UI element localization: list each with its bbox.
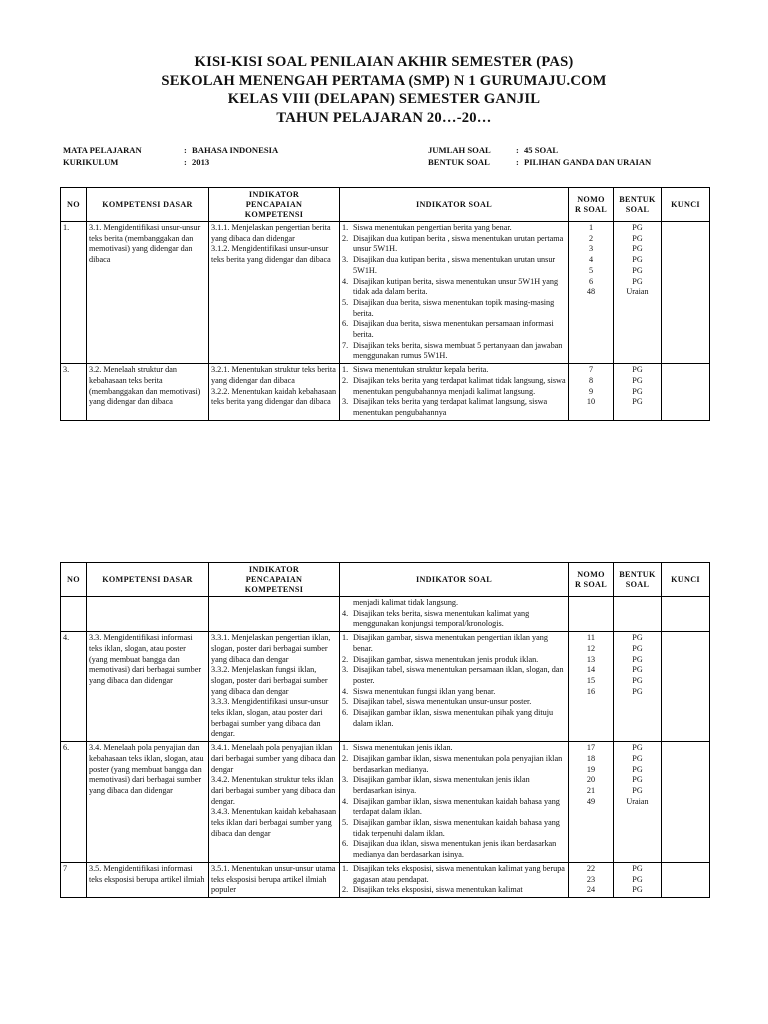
indikator-list [342,598,566,630]
bentuk-value: PILIHAN GANDA DAN URAIAN [524,156,652,167]
indikator-item [342,665,566,686]
cell-indikator-soal [340,222,569,364]
nomor-value: 24 [586,885,596,895]
indikator-text: Disajikan gambar iklan, siswa menentukan kaidah bahasa yang tidak terpenuhi dalam iklan. [353,818,560,838]
nomor-value: 13 [586,654,596,664]
indikator-text: Disajikan dua berita, siswa menentukan persamaan informasi berita. [353,319,554,340]
nomor-value: 9 [588,386,594,396]
cell-nomor-soal [569,222,614,364]
bentuk-value: PG [632,665,643,675]
title-line-4: TAHUN PELAJARAN 20…-20… [276,109,492,126]
nomor-value: 3 [588,244,594,254]
header-nomor-soal [569,563,614,597]
cell-kompetensi-dasar: 3.4. Menelaah pola penyajian dan kebahasaan teks iklan, slogan, atau poster (yang membuat bangga dan memotivasi) dari berbagai sumber yang dibaca dan didengar [87,742,209,863]
nomor-value: 23 [586,874,596,884]
indikator-number: 5. [342,297,349,307]
cell-indikator-soal [340,862,569,897]
cell-bentuk-soal [614,632,662,742]
indikator-text: Disajikan teks eksposisi, siswa menentukan kalimat [353,885,523,895]
indikator-number: 4. [342,796,349,806]
table-header-row [61,188,710,222]
indikator-text: Disajikan tabel, siswa menentukan unsur-unsur poster. [353,697,532,707]
indikator-item [342,864,566,885]
indikator-item [342,223,566,234]
nomor-value: 2 [588,233,594,243]
indikator-item [342,708,566,729]
indikator-item [342,255,566,276]
cell-nomor-soal [569,742,614,863]
nomor-value: 8 [588,375,594,385]
cell-kunci [662,222,710,364]
bentuk-value: PG [632,654,643,664]
cell-kompetensi-dasar [87,597,209,632]
bentuk-value: PG [632,753,643,763]
bentuk-value: PG [632,643,643,653]
cell-no: 6. [61,742,87,863]
indikator-list [342,864,566,896]
nomor-value: 12 [586,643,596,653]
indikator-text: Disajikan tabel, siswa menentukan persamaan iklan, slogan, dan poster. [353,665,564,685]
header-ipk-line: KOMPETENSI [244,584,304,594]
indikator-item [342,376,566,397]
indikator-number: 6. [342,708,349,718]
header-bentuk-soal [614,188,662,222]
bentuk-value: PG [632,244,643,254]
kisi-table-2 [60,562,710,898]
header-nomor-soal [569,188,614,222]
indikator-text: Disajikan gambar iklan, siswa menentukan pola penyajian iklan berdasarkan medianya. [353,753,563,774]
bentuk-value: PG [632,785,643,795]
indikator-item [342,234,566,255]
indikator-number: 1. [342,633,349,643]
cell-nomor-soal [569,862,614,897]
header-ipk-line: INDIKATOR [248,189,300,199]
nomor-value: 5 [588,265,594,275]
indikator-list [342,365,566,419]
indikator-list [342,633,566,729]
indikator-text: Disajikan dua kutipan berita , siswa menentukan urutan pertama unsur 5W1H. [353,233,564,254]
kurikulum-sep: : [184,156,187,167]
header-nomor-line: R SOAL [574,204,608,214]
indikator-number: 2. [342,375,349,385]
indikator-number: 1. [342,863,349,873]
header-indikator-pencapaian [209,563,340,597]
bentuk-value: PG [632,386,643,396]
indikator-item [342,797,566,818]
nomor-value: 18 [586,753,596,763]
mapel-label: MATA PELAJARAN [63,145,142,155]
header-ipk-line: PENCAPAIAN [245,199,303,209]
header-nomor-line: NOMO [577,569,605,579]
bentuk-value: PG [632,397,643,407]
table-2-body [61,597,710,898]
cell-indikator-soal [340,632,569,742]
bentuk-label: BENTUK SOAL [428,156,490,167]
indikator-number: 3. [342,255,349,265]
indikator-number: 1. [342,223,349,232]
cell-nomor-soal [569,632,614,742]
cell-indikator-pencapaian: 3.4.1. Menelaah pola penyajian iklan dari berbagai sumber yang dibaca dan dengar 3.4.2. Menentukan struktur teks iklan dari berbagai sumber yang dibaca dan dengar. 3.4.3. Menentukan kaidah kebahasaan teks iklan dari berbagai sumber yang dibaca dan dengar [209,742,340,863]
bentuk-value: PG [632,276,643,286]
cell-nomor-soal [569,364,614,421]
cell-indikator-soal [340,597,569,632]
indikator-number: 6. [342,839,349,849]
bentuk-value: PG [632,743,643,753]
indikator-number: 4. [342,276,349,286]
title-line-2: SEKOLAH MENENGAH PERTAMA (SMP) N 1 GURUMAJU.COM [161,72,607,89]
indikator-number: 5. [342,697,349,707]
indikator-item [342,754,566,775]
indikator-item [342,743,566,754]
header-kompetensi-dasar: KOMPETENSI DASAR [87,563,209,597]
header-indikator-soal: INDIKATOR SOAL [340,563,569,597]
cell-bentuk-soal [614,222,662,364]
cell-bentuk-soal [614,862,662,897]
nomor-value: 1 [588,223,594,232]
bentuk-sep: : [516,156,519,167]
cell-kunci [662,862,710,897]
indikator-number: 1. [342,365,349,375]
bentuk-value: PG [632,633,643,643]
nomor-value: 17 [586,743,596,753]
indikator-number: 6. [342,319,349,329]
indikator-item [342,598,566,609]
indikator-number: 7. [342,340,349,350]
header-kunci: KUNCI [662,188,710,222]
indikator-text: Siswa menentukan fungsi iklan yang benar. [353,686,496,696]
indikator-item [342,885,566,896]
bentuk-value: PG [632,233,643,243]
indikator-text: Disajikan teks berita, siswa menentukan kalimat yang menggunakan konjungsi temporal/kronologis. [353,608,530,629]
cell-kompetensi-dasar: 3.1. Mengidentifikasi unsur-unsur teks berita (membanggakan dan memotivasi) yang didengar dan dibaca [87,222,209,364]
document-title-block [0,53,768,127]
cell-no: 4. [61,632,87,742]
header-kompetensi-dasar: KOMPETENSI DASAR [87,188,209,222]
indikator-item [342,818,566,839]
kurikulum-label: KURIKULUM [63,156,119,167]
cell-kompetensi-dasar: 3.5. Mengidentifikasi informasi teks eksposisi berupa artikel ilmiah [87,862,209,897]
cell-indikator-pencapaian: 3.5.1. Menentukan unsur-unsur utama teks eksposisi berupa artikel ilmiah populer [209,862,340,897]
indikator-text: Disajikan gambar, siswa menentukan pengertian iklan yang benar. [353,633,548,653]
cell-kunci [662,597,710,632]
indikator-number: 2. [342,753,349,763]
mapel-value: BAHASA INDONESIA [192,145,279,155]
table-row [61,364,710,421]
nomor-value: 16 [586,686,596,696]
indikator-item [342,277,566,298]
indikator-number: 5. [342,818,349,828]
jumlah-value: 45 SOAL [524,145,559,155]
indikator-text: menjadi kalimat tidak langsung. [353,598,459,607]
indikator-text: Disajikan dua kutipan berita , siswa menentukan urutan unsur 5W1H. [353,255,556,275]
header-nomor-line: R SOAL [574,579,608,589]
indikator-item [342,609,566,630]
jumlah-sep: : [516,145,519,155]
bentuk-value: Uraian [626,287,649,297]
bentuk-value: PG [632,863,643,873]
header-ipk-line: INDIKATOR [248,564,300,574]
bentuk-value: Uraian [626,796,649,806]
nomor-value: 4 [588,255,594,265]
header-ipk-line: PENCAPAIAN [245,574,303,584]
title-line-3: KELAS VIII (DELAPAN) SEMESTER GANJIL [227,91,541,107]
title-line-1: KISI-KISI SOAL PENILAIAN AKHIR SEMESTER (PAS) [194,54,574,70]
nomor-value: 11 [587,633,595,643]
cell-bentuk-soal [614,364,662,421]
bentuk-value: PG [632,874,643,884]
indikator-text: Disajikan teks eksposisi, siswa menentukan kalimat yang berupa gagasan atau pendapat. [353,863,565,884]
indikator-text: Disajikan dua berita, siswa menentukan topik masing-masing berita. [353,297,555,318]
indikator-number [342,598,353,609]
bentuk-value: PG [632,365,643,375]
cell-no: 1. [61,222,87,364]
header-no: NO [61,563,87,597]
cell-nomor-soal [569,597,614,632]
meta-left [63,145,278,168]
table-row [61,742,710,863]
indikator-text: Disajikan gambar, siswa menentukan jenis produk iklan. [353,654,539,664]
nomor-value: 19 [586,764,596,774]
jumlah-label: JUMLAH SOAL [428,145,491,155]
table-1-body [61,222,710,421]
cell-indikator-pencapaian: 3.3.1. Menjelaskan pengertian iklan, slogan, poster dari berbagai sumber yang dibaca dan dengar 3.3.2. Menjelaskan fungsi iklan, slogan, poster dari berbagai sumber yang dibaca dan dengar 3.3.3. Mengidentifikasi unsur-unsur teks iklan, slogan, atau poster dari berbagai sumber yang dibaca dan dengar. [209,632,340,742]
indikator-text: Siswa menentukan struktur kepala berita. [353,365,489,375]
indikator-text: Disajikan teks berita yang terdapat kalimat tidak langsung, siswa menentukan pengubahannya menjadi kalimat langsung. [353,375,566,396]
nomor-value: 10 [586,397,596,407]
bentuk-value: PG [632,764,643,774]
indikator-text: Disajikan gambar iklan, siswa menentukan jenis iklan berdasarkan isinya. [353,775,530,795]
indikator-text: Disajikan kutipan berita, siswa menentukan unsur 5W1H yang tidak ada dalam berita. [353,276,559,297]
indikator-item [342,655,566,666]
indikator-text: Disajikan teks berita, siswa membuat 5 pertanyaan dan jawaban menggunakan rumus 5W1H. [353,340,563,361]
meta-right [428,145,651,168]
indikator-text: Siswa menentukan pengertian berita yang benar. [353,223,512,232]
table-row [61,632,710,742]
header-ipk-line: KOMPETENSI [244,209,304,219]
header-bentuk-soal [614,563,662,597]
mapel-sep: : [184,145,187,155]
indikator-number: 1. [342,743,349,753]
indikator-item [342,298,566,319]
cell-no: 3. [61,364,87,421]
cell-bentuk-soal [614,597,662,632]
bentuk-value: PG [632,255,643,265]
cell-kunci [662,632,710,742]
bentuk-value: PG [632,885,643,895]
indikator-item [342,839,566,860]
indikator-item [342,775,566,796]
header-no: NO [61,188,87,222]
indikator-text: Siswa menentukan jenis iklan. [353,743,453,753]
indikator-number: 4. [342,608,349,618]
kurikulum-value: 2013 [192,156,210,167]
indikator-number: 2. [342,233,349,243]
header-nomor-line: NOMO [577,194,605,204]
indikator-list [342,223,566,362]
header-bentuk-line: SOAL [625,579,650,589]
cell-bentuk-soal [614,742,662,863]
cell-kunci [662,364,710,421]
indikator-item [342,633,566,654]
indikator-item [342,687,566,698]
bentuk-value: PG [632,265,643,275]
cell-kompetensi-dasar: 3.3. Mengidentifikasi informasi teks iklan, slogan, atau poster (yang membuat bangga dan memotivasi) dari berbagai sumber yang dibaca dan didengar [87,632,209,742]
nomor-value: 14 [586,665,596,675]
header-kunci: KUNCI [662,563,710,597]
cell-kompetensi-dasar: 3.2. Menelaah struktur dan kebahasaan teks berita (membanggakan dan memotivasi) yang didengar dan dibaca [87,364,209,421]
cell-kunci [662,742,710,863]
nomor-value: 6 [588,276,594,286]
kisi-table-1 [60,187,710,421]
header-indikator-pencapaian [209,188,340,222]
indikator-number: 2. [342,885,349,895]
header-bentuk-line: BENTUK [619,194,656,204]
nomor-value: 21 [586,785,596,795]
indikator-item [342,397,566,418]
indikator-number: 3. [342,775,349,785]
nomor-value: 22 [586,863,596,873]
indikator-list [342,743,566,861]
header-bentuk-line: SOAL [625,204,650,214]
indikator-item [342,341,566,362]
nomor-value: 7 [588,365,594,375]
nomor-value: 49 [586,796,596,806]
cell-indikator-pencapaian [209,597,340,632]
table-header-row [61,563,710,597]
indikator-text: Disajikan teks berita yang terdapat kalimat langsung, siswa menentukan pengubahannya [353,397,548,417]
bentuk-value: PG [632,686,643,696]
table-row [61,222,710,364]
cell-indikator-pencapaian: 3.1.1. Menjelaskan pengertian berita yang dibaca dan didengar 3.1.2. Mengidentifikasi unsur-unsur teks berita yang didengar dan dibaca [209,222,340,364]
nomor-value: 15 [586,675,596,685]
indikator-number: 3. [342,397,349,407]
cell-indikator-pencapaian: 3.2.1. Menentukan struktur teks berita yang didengar dan dibaca 3.2.2. Menentukan kaidah kebahasaan teks berita yang didengar dan dibaca [209,364,340,421]
table-row [61,597,710,632]
header-bentuk-line: BENTUK [619,569,656,579]
indikator-text: Disajikan gambar iklan, siswa menentukan kaidah bahasa yang terdapat dalam iklan. [353,796,560,817]
indikator-number: 3. [342,665,349,675]
table-row [61,862,710,897]
cell-indikator-soal [340,742,569,863]
indikator-item [342,697,566,708]
nomor-value: 20 [586,775,596,785]
cell-indikator-soal [340,364,569,421]
header-indikator-soal: INDIKATOR SOAL [340,188,569,222]
bentuk-value: PG [632,223,643,232]
indikator-item [342,319,566,340]
bentuk-value: PG [632,375,643,385]
cell-no [61,597,87,632]
indikator-text: Disajikan gambar iklan, siswa menentukan pihak yang dituju dalam iklan. [353,708,554,728]
indikator-text: Disajikan dua iklan, siswa menentukan jenis ikan berdasarkan medianya dan berdasarkan isinya. [353,839,557,860]
indikator-item [342,365,566,376]
nomor-value: 48 [586,287,596,297]
indikator-number: 2. [342,654,349,664]
cell-no: 7 [61,862,87,897]
bentuk-value: PG [632,775,643,785]
bentuk-value: PG [632,675,643,685]
indikator-number: 4. [342,686,349,696]
